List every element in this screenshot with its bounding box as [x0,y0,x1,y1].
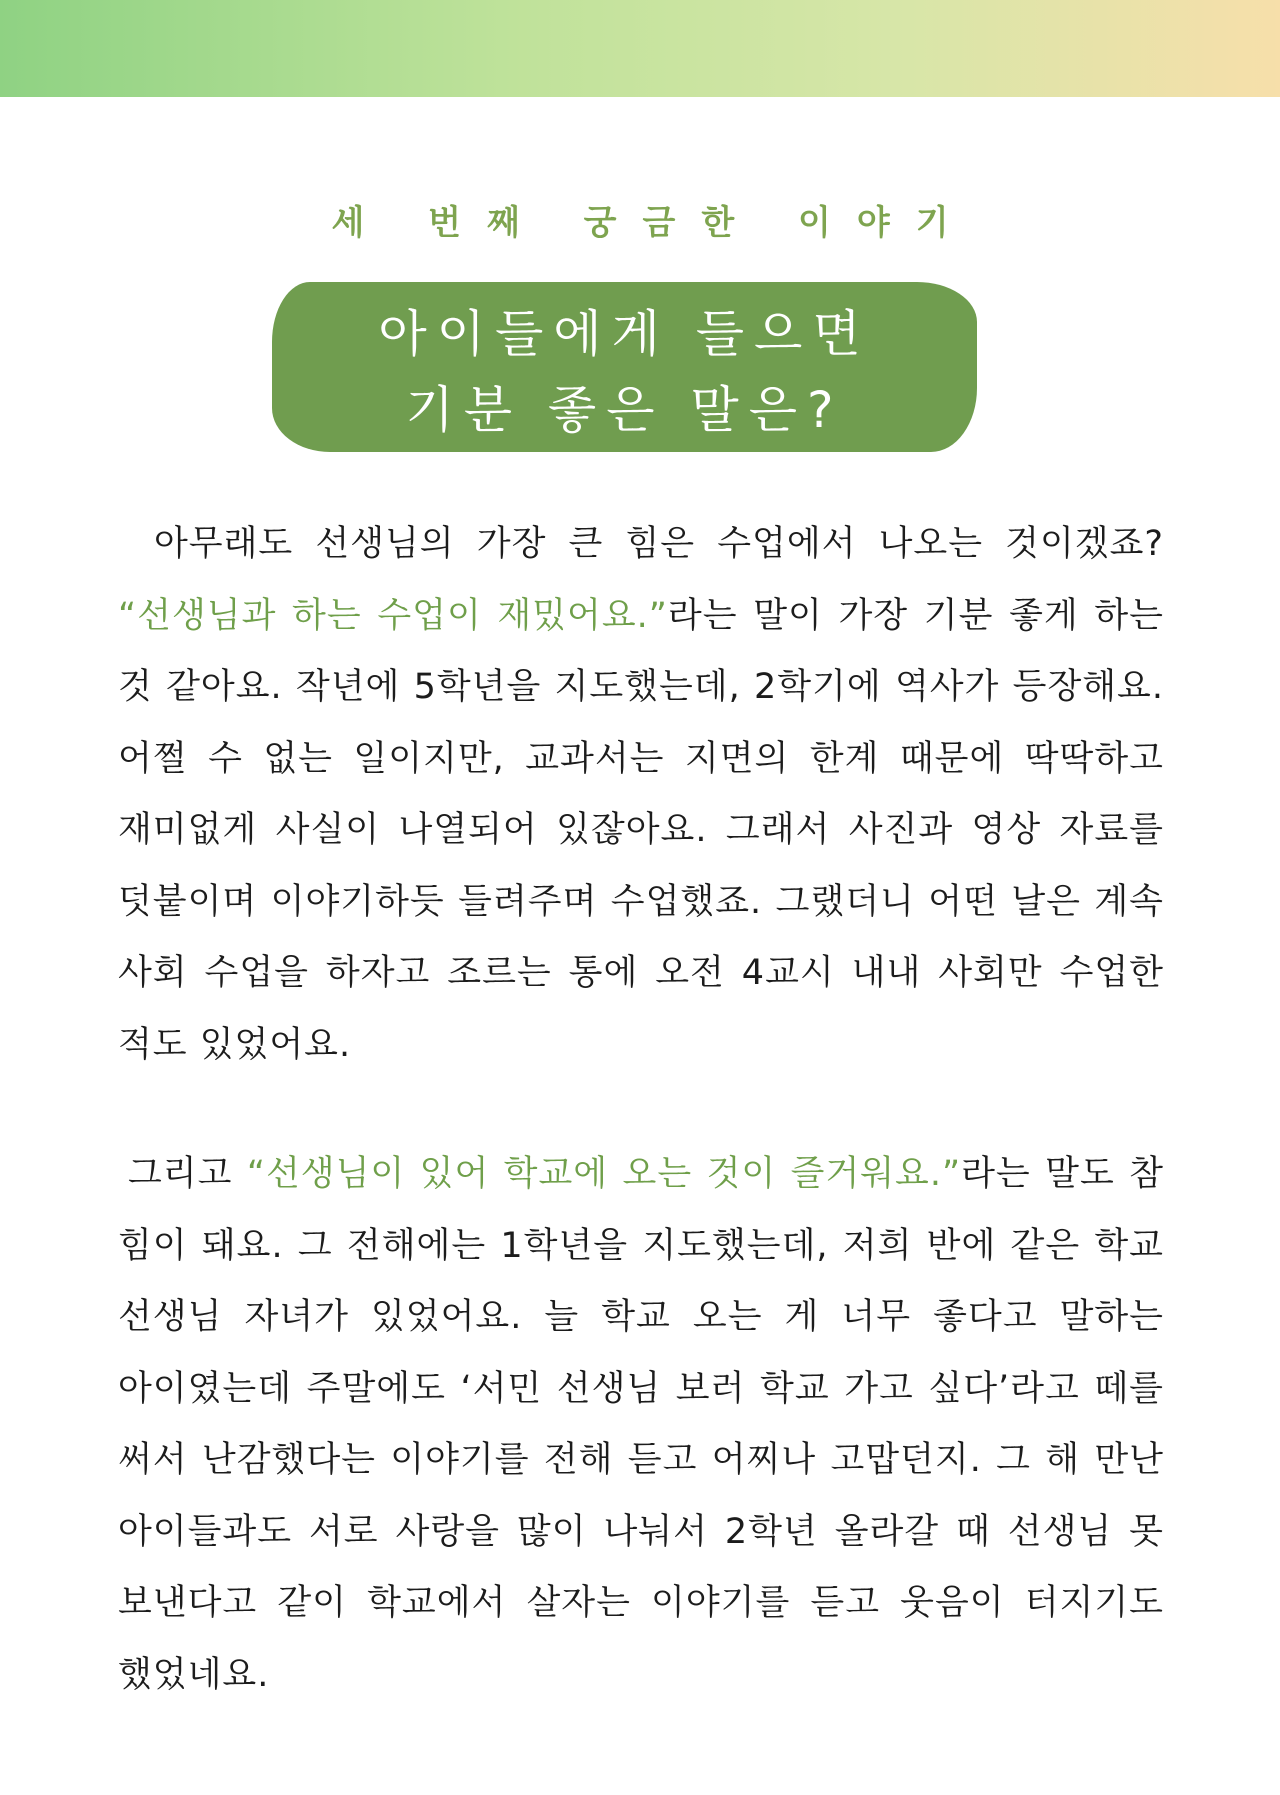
paragraph-2 [118,1139,1164,1711]
paragraph-1-intro: 아무래도 선생님의 가장 큰 힘은 수업에서 나오는 것이겠죠? [154,524,1164,564]
top-gradient-band [0,0,1280,97]
paragraph-2-intro: 그리고 [128,1154,247,1194]
paragraph-1 [118,509,1164,1081]
title-line-2: 기분 좋은 말은? [405,381,844,439]
paragraph-1-body: 라는 말이 가장 기분 좋게 하는 것 같아요. 작년에 5학년을 지도했는데, 2학기에 역사가 등장해요. 어쩔 수 없는 일이지만, 교과서는 지면의 한계 때문에 딱딱하고 재미없게 사실이 나열되어 있잖아요. 그래서 사진과 영상 자료를 덧붙이며 이야기하듯 들려주며 수업했죠. 그랬더니 어떤 날은 계속 사회 수업을 하자고 조르는 통에 오전 4교시 내내 사회만 수업한 적도 있었어요. [118,595,1164,1065]
paragraph-2-quote: “선생님이 있어 학교에 오는 것이 즐거워요.” [246,1154,962,1194]
title-line-1: 아이들에게 들으면 [378,305,871,363]
paragraph-2-body: 라는 말도 참 힘이 돼요. 그 전해에는 1학년을 지도했는데, 저희 반에 같은 학교 선생님 자녀가 있었어요. 늘 학교 오는 게 너무 좋다고 말하는 아이였는데 주말에도 ‘서민 선생님 보러 학교 가고 싶다’라고 떼를 써서 난감했다는 이야기를 전해 듣고 어찌나 고맙던지. 그 해 만난 아이들과도 서로 사랑을 많이 나눠서 2학년 올라갈 때 선생님 못 보낸다고 같이 학교에서 살자는 이야기를 듣고 웃음이 터지기도 했었네요. [118,1154,1164,1695]
page-title [272,296,977,448]
paragraph-1-quote: “선생님과 하는 수업이 재밌어요.” [118,595,668,636]
section-subtitle: 세 번째 궁금한 이야기 [331,203,975,243]
